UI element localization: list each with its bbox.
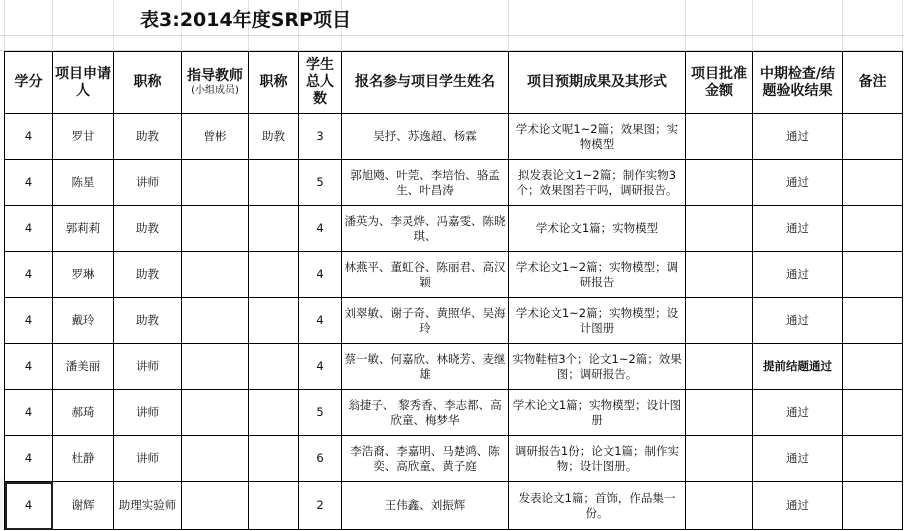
cell-credit[interactable]: 4 [5, 482, 53, 530]
cell-advisor[interactable] [182, 344, 249, 390]
cell-credit[interactable]: 4 [5, 436, 53, 482]
cell-applicant[interactable]: 罗甘 [53, 114, 114, 160]
cell-funding[interactable] [686, 482, 753, 530]
cell-student-count[interactable]: 2 [299, 482, 342, 530]
cell-credit[interactable]: 4 [5, 206, 53, 252]
table-row [5, 436, 903, 482]
cell-students[interactable]: 郭旭飏、叶莞、李培怡、骆孟生、叶昌涛 [342, 160, 509, 206]
cell-advisor[interactable] [182, 252, 249, 298]
cell-funding[interactable] [686, 114, 753, 160]
cell-applicant[interactable]: 郝琦 [53, 390, 114, 436]
cell-funding[interactable] [686, 298, 753, 344]
cell-remarks[interactable] [843, 252, 903, 298]
table-row [5, 160, 903, 206]
cell-credit[interactable]: 4 [5, 252, 53, 298]
cell-credit[interactable]: 4 [5, 390, 53, 436]
cell-remarks[interactable] [843, 298, 903, 344]
cell-advisor[interactable] [182, 298, 249, 344]
cell-advisor-rank[interactable] [249, 298, 299, 344]
cell-advisor-rank[interactable] [249, 206, 299, 252]
cell-review[interactable]: 通过 [753, 390, 843, 436]
cell-credit[interactable]: 4 [5, 114, 53, 160]
cell-remarks[interactable] [843, 436, 903, 482]
cell-student-count[interactable]: 4 [299, 344, 342, 390]
table-row [5, 114, 903, 160]
header-title-rank[interactable]: 职称 [114, 52, 182, 114]
cell-applicant[interactable]: 杜静 [53, 436, 114, 482]
cell-advisor[interactable]: 曾彬 [182, 114, 249, 160]
header-credit[interactable]: 学分 [5, 52, 53, 114]
cell-students[interactable]: 翁捷子、 黎秀香、李志都、高欣童、梅梦华 [342, 390, 509, 436]
cell-credit[interactable]: 4 [5, 160, 53, 206]
cell-students[interactable]: 吴抒、苏逸超、杨霖 [342, 114, 509, 160]
cell-review[interactable]: 通过 [753, 114, 843, 160]
cell-applicant[interactable]: 潘美丽 [53, 344, 114, 390]
table-row [5, 206, 903, 252]
header-row [5, 52, 903, 114]
cell-rank[interactable]: 讲师 [114, 344, 182, 390]
cell-review[interactable]: 通过 [753, 482, 843, 530]
cell-advisor-rank[interactable] [249, 344, 299, 390]
cell-rank[interactable]: 讲师 [114, 436, 182, 482]
cell-student-count[interactable]: 4 [299, 298, 342, 344]
cell-outcome[interactable]: 学术论文呢1~2篇；效果图；实物模型 [509, 114, 686, 160]
cell-outcome[interactable]: 学术论文1篇；实物模型 [509, 206, 686, 252]
cell-funding[interactable] [686, 206, 753, 252]
cell-funding[interactable] [686, 252, 753, 298]
cell-advisor[interactable] [182, 390, 249, 436]
srp-project-table [4, 51, 903, 530]
cell-advisor-rank[interactable] [249, 482, 299, 530]
row-header-edge [0, 479, 3, 529]
cell-advisor[interactable] [182, 482, 249, 530]
cell-students[interactable]: 潘英为、李灵烨、冯嘉雯、陈晓琪、 [342, 206, 509, 252]
cell-outcome[interactable]: 实物鞋楦3个；论文1~2篇；效果图；调研报告。 [509, 344, 686, 390]
cell-students[interactable]: 蔡一敏、何嘉欣、林晓芳、麦继雄 [342, 344, 509, 390]
cell-student-count[interactable]: 6 [299, 436, 342, 482]
cell-review[interactable]: 通过 [753, 206, 843, 252]
cell-remarks[interactable] [843, 114, 903, 160]
cell-funding[interactable] [686, 160, 753, 206]
header-advisor-sub: (小组成员) [191, 85, 239, 96]
header-applicant[interactable]: 项目申请人 [53, 52, 114, 114]
cell-remarks[interactable] [843, 206, 903, 252]
cell-advisor-rank[interactable] [249, 252, 299, 298]
cell-rank[interactable]: 助理实验师 [114, 482, 182, 530]
cell-student-count[interactable]: 4 [299, 206, 342, 252]
cell-remarks[interactable] [843, 482, 903, 530]
cell-outcome[interactable]: 学术论文1~2篇；实物模型；调研报告 [509, 252, 686, 298]
cell-credit[interactable]: 4 [5, 298, 53, 344]
header-advisor[interactable] [182, 52, 249, 114]
cell-students[interactable]: 李浩裔、李嘉明、马楚鸿、陈奕、高欣童、黄子庭 [342, 436, 509, 482]
cell-remarks[interactable] [843, 390, 903, 436]
cell-funding[interactable] [686, 344, 753, 390]
cell-applicant[interactable]: 陈星 [53, 160, 114, 206]
cell-applicant[interactable]: 罗琳 [53, 252, 114, 298]
cell-rank[interactable]: 助教 [114, 252, 182, 298]
cell-applicant[interactable]: 谢辉 [53, 482, 114, 530]
cell-review[interactable]: 提前结题通过 [753, 344, 843, 390]
cell-rank[interactable]: 助教 [114, 206, 182, 252]
table-row [5, 482, 903, 530]
header-outcome[interactable]: 项目预期成果及其形式 [509, 52, 686, 114]
cell-review[interactable]: 通过 [753, 436, 843, 482]
cell-funding[interactable] [686, 436, 753, 482]
cell-remarks[interactable] [843, 344, 903, 390]
cell-advisor-rank[interactable] [249, 436, 299, 482]
cell-applicant[interactable]: 戴玲 [53, 298, 114, 344]
cell-remarks[interactable] [843, 160, 903, 206]
header-remarks[interactable]: 备注 [843, 52, 903, 114]
header-review[interactable]: 中期检查/结题验收结果 [753, 52, 843, 114]
cell-student-count[interactable]: 3 [299, 114, 342, 160]
cell-students[interactable]: 王伟鑫、刘振辉 [342, 482, 509, 530]
header-advisor-rank[interactable]: 职称 [249, 52, 299, 114]
cell-advisor[interactable] [182, 436, 249, 482]
header-students[interactable]: 报名参与项目学生姓名 [342, 52, 509, 114]
cell-advisor-rank[interactable] [249, 390, 299, 436]
cell-rank[interactable]: 助教 [114, 114, 182, 160]
cell-outcome[interactable]: 发表论文1篇；首饰，作品集一份。 [509, 482, 686, 530]
sheet-title[interactable]: 表3:2014年度SRP项目 [140, 9, 351, 31]
cell-outcome[interactable]: 学术论文1篇；实物模型；设计图册 [509, 390, 686, 436]
cell-review[interactable]: 通过 [753, 252, 843, 298]
table-row [5, 252, 903, 298]
cell-review[interactable]: 通过 [753, 298, 843, 344]
table-row [5, 390, 903, 436]
header-funding[interactable]: 项目批准金额 [686, 52, 753, 114]
cell-advisor[interactable] [182, 206, 249, 252]
cell-funding[interactable] [686, 390, 753, 436]
cell-students[interactable]: 林燕平、董虹谷、陈丽君、高汉颖 [342, 252, 509, 298]
cell-advisor-rank[interactable] [249, 160, 299, 206]
cell-advisor-rank[interactable]: 助教 [249, 114, 299, 160]
cell-outcome[interactable]: 学术论文1~2篇；实物模型；设计图册 [509, 298, 686, 344]
cell-credit[interactable]: 4 [5, 344, 53, 390]
cell-outcome[interactable]: 调研报告1份；论文1篇；制作实物；设计图册。 [509, 436, 686, 482]
cell-rank[interactable]: 讲师 [114, 160, 182, 206]
cell-outcome[interactable]: 拟发表论文1~2篇；制作实物3个；效果图若干吗，调研报告。 [509, 160, 686, 206]
header-advisor-main: 指导教师 [187, 68, 243, 84]
cell-review[interactable]: 通过 [753, 160, 843, 206]
table-row [5, 298, 903, 344]
header-student-count[interactable]: 学生总人数 [299, 52, 342, 114]
cell-rank[interactable]: 助教 [114, 298, 182, 344]
cell-student-count[interactable]: 5 [299, 390, 342, 436]
cell-students[interactable]: 刘翠敏、谢子奇、黄照华、吴海玲 [342, 298, 509, 344]
cell-applicant[interactable]: 郭莉莉 [53, 206, 114, 252]
cell-student-count[interactable]: 4 [299, 252, 342, 298]
title-row [0, 0, 904, 36]
cell-rank[interactable]: 讲师 [114, 390, 182, 436]
cell-advisor[interactable] [182, 160, 249, 206]
blank-row[interactable] [0, 36, 904, 51]
cell-student-count[interactable]: 5 [299, 160, 342, 206]
table-row [5, 344, 903, 390]
